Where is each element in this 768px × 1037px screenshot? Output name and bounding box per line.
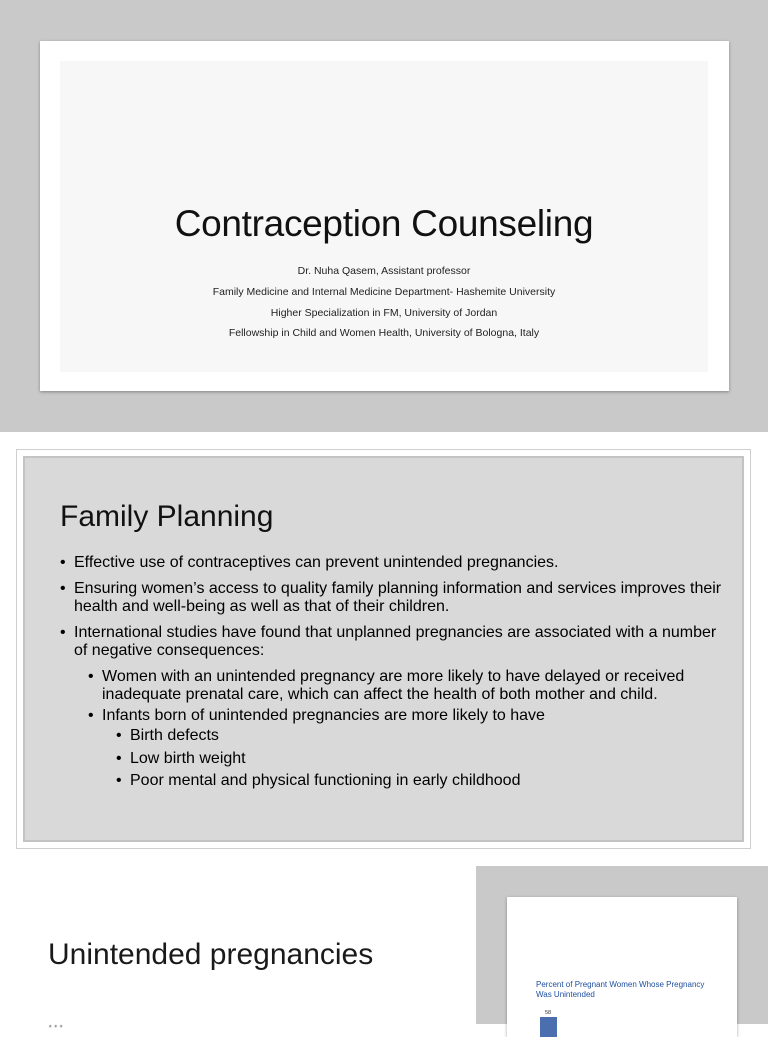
bullet-icon: • [116, 749, 122, 767]
bullet-icon: • [116, 727, 122, 744]
slide-2[interactable] [16, 449, 751, 849]
list-item [60, 750, 730, 769]
chart-bar [540, 1017, 557, 1037]
list-item-text: Poor mental and physical functioning in early childhood [130, 772, 521, 789]
bullet-list [60, 554, 730, 795]
list-item [60, 727, 730, 746]
slide-title: Family Planning [60, 500, 274, 533]
list-item-text: Women with an unintended pregnancy are more likely to have delayed or received inadequate prenatal care, which can affect the health of both mother and child. [102, 667, 685, 703]
title-slide-panel [60, 61, 708, 372]
list-item [60, 554, 730, 573]
list-item [60, 668, 730, 705]
chart-slide-card [507, 897, 737, 1037]
chart-thumbnail[interactable] [476, 866, 768, 1024]
list-item-text: Birth defects [130, 727, 219, 744]
list-item [60, 707, 730, 726]
list-item [60, 580, 730, 617]
list-item-text: Low birth weight [130, 749, 246, 767]
list-item-text: International studies have found that unplanned pregnancies are associated with a number of negative consequences: [74, 623, 717, 659]
list-item-text: Infants born of unintended pregnancies are more likely to have [102, 706, 545, 724]
chart-value-label: 58 [545, 1010, 552, 1016]
slide-2-content [23, 456, 744, 842]
slide-1-background [0, 0, 768, 432]
list-item [60, 624, 730, 661]
bullet-icon: • [88, 667, 94, 685]
affiliation-line: Family Medicine and Internal Medicine Department- Hashemite University [212, 285, 556, 298]
presentation-title: Contraception Counseling [174, 203, 594, 244]
bullet-icon: • [60, 554, 66, 571]
list-item [60, 772, 730, 791]
list-item-text: Ensuring women’s access to quality family planning information and services improves their health and well-being as well as that of their children. [74, 579, 722, 615]
chart-title: Percent of Pregnant Women Whose Pregnancy Was Unintended [536, 980, 705, 999]
slide-3-title: Unintended pregnancies [48, 938, 374, 971]
slide-3-cut-text: ... [48, 1014, 65, 1028]
specialization-line: Higher Specialization in FM, University of Jordan [270, 306, 498, 319]
slide-3-text-cut [48, 1014, 358, 1028]
bullet-icon: • [60, 623, 66, 641]
bullet-icon: • [88, 706, 94, 724]
slide-1[interactable] [40, 41, 729, 391]
bullet-icon: • [116, 772, 122, 789]
list-item-text: Effective use of contraceptives can prevent unintended pregnancies. [74, 554, 559, 571]
author-info [60, 261, 708, 344]
bullet-icon: • [60, 579, 66, 597]
fellowship-line: Fellowship in Child and Women Health, University of Bologna, Italy [228, 327, 540, 340]
author-line: Dr. Nuha Qasem, Assistant professor [297, 265, 471, 277]
